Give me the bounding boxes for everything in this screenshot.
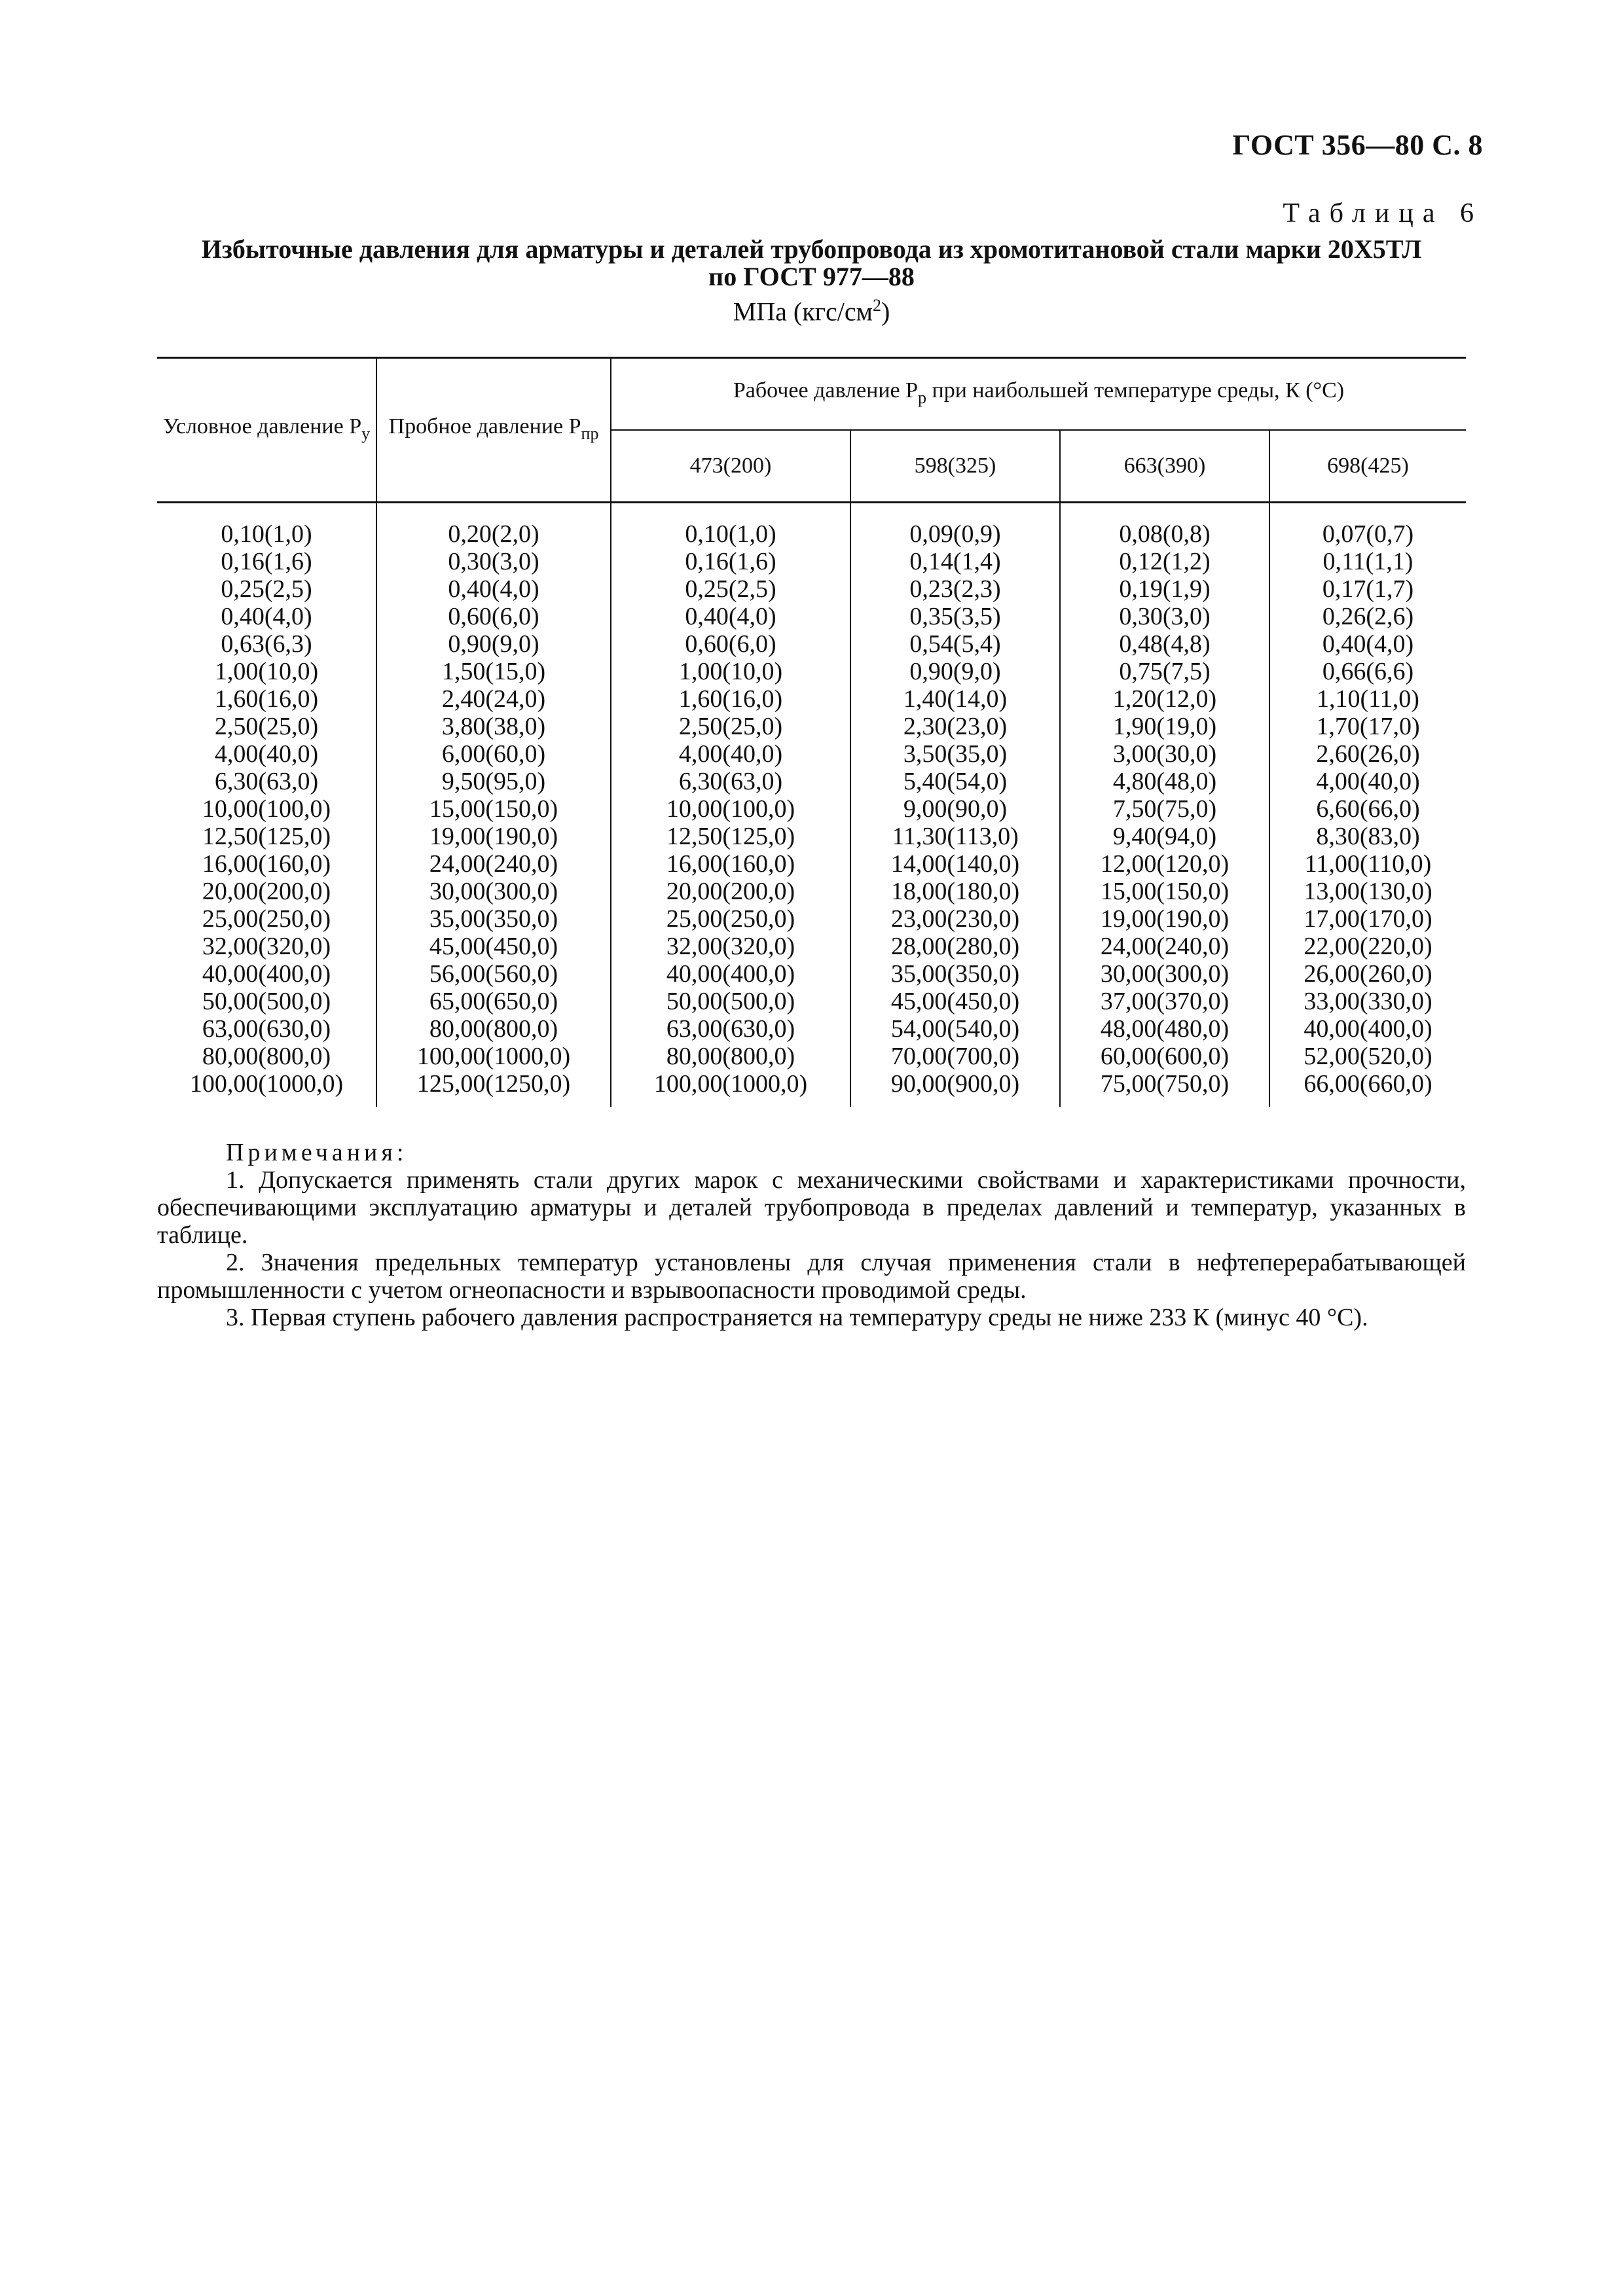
units-label	[157, 296, 1466, 327]
table-cell: 6,60(66,0)	[1269, 795, 1466, 823]
table-cell: 35,00(350,0)	[376, 905, 611, 933]
table-cell: 0,16(1,6)	[611, 548, 850, 575]
table-cell: 0,25(2,5)	[221, 575, 312, 603]
table-row	[157, 548, 1466, 575]
table-cell: 0,75(7,5)	[1060, 658, 1269, 685]
table-cell: 45,00(450,0)	[376, 933, 611, 960]
table-cell: 8,30(83,0)	[1269, 823, 1466, 850]
table-cell: 15,00(150,0)	[1060, 878, 1269, 905]
table-cell: 0,54(5,4)	[850, 630, 1060, 658]
table-row	[157, 795, 1466, 823]
table-cell: 11,30(113,0)	[850, 823, 1060, 850]
table-cell: 35,00(350,0)	[850, 960, 1060, 988]
pressure-table	[157, 357, 1466, 1107]
table-cell: 0,12(1,2)	[1060, 548, 1269, 575]
table-cell: 19,00(190,0)	[1060, 905, 1269, 933]
table-cell: 75,00(750,0)	[1060, 1070, 1269, 1107]
table-cell: 6,00(60,0)	[376, 740, 611, 768]
table-row	[157, 850, 1466, 878]
page-header: ГОСТ 356—80 С. 8	[1232, 129, 1483, 161]
note-item-1: 1. Допускается применять стали других марок с механическими свойствами и характеристиками прочности, обеспечивающими эксплуатацию арматуры и деталей трубопровода в пределах давлений и температур, указанных в таблице.	[157, 1166, 1466, 1249]
table-cell: 0,35(3,5)	[850, 603, 1060, 630]
table-cell: 66,00(660,0)	[1269, 1070, 1466, 1107]
table-cell: 70,00(700,0)	[850, 1043, 1060, 1070]
table-cell: 50,00(500,0)	[202, 988, 331, 1015]
table-cell: 0,10(1,0)	[221, 520, 312, 548]
table-cell: 28,00(280,0)	[850, 933, 1060, 960]
table-row	[157, 1043, 1466, 1070]
table-cell: 0,17(1,7)	[1269, 575, 1466, 603]
table-cell: 63,00(630,0)	[202, 1015, 331, 1043]
table-cell: 25,00(250,0)	[611, 905, 850, 933]
table-cell: 100,00(1000,0)	[376, 1043, 611, 1070]
table-cell: 3,00(30,0)	[1060, 740, 1269, 768]
table-cell: 2,50(25,0)	[611, 713, 850, 740]
table-cell: 45,00(450,0)	[850, 988, 1060, 1015]
table-cell: 1,10(11,0)	[1269, 685, 1466, 713]
table-cell: 9,00(90,0)	[850, 795, 1060, 823]
units-base: МПа (кгс/см	[733, 296, 873, 327]
table-cell: 4,00(40,0)	[1269, 768, 1466, 795]
table-cell: 50,00(500,0)	[611, 988, 850, 1015]
header-row-1	[157, 358, 1466, 431]
table-row	[157, 685, 1466, 713]
table-cell: 6,30(63,0)	[214, 768, 319, 795]
header-nominal-subscript: у	[361, 423, 371, 443]
table-cell: 10,00(100,0)	[202, 795, 331, 823]
table-cell: 5,40(54,0)	[850, 768, 1060, 795]
table-label: Таблица 6	[1283, 198, 1483, 228]
table-cell: 90,00(900,0)	[850, 1070, 1060, 1107]
table-cell: 6,30(63,0)	[611, 768, 850, 795]
table-cell: 80,00(800,0)	[376, 1015, 611, 1043]
table-row	[157, 740, 1466, 768]
notes-heading: Примечания:	[226, 1139, 408, 1166]
table-cell: 0,40(4,0)	[611, 603, 850, 630]
table-cell: 48,00(480,0)	[1060, 1015, 1269, 1043]
table-cell: 33,00(330,0)	[1269, 988, 1466, 1015]
table-cell: 0,19(1,9)	[1060, 575, 1269, 603]
header-temp-2: 598(325)	[850, 430, 1060, 503]
table-cell: 54,00(540,0)	[850, 1015, 1060, 1043]
note-item-2: 2. Значения предельных температур установлены для случая применения стали в нефтеперерабатывающей промышленности с учетом огнеопасности и взрывоопасности проводимой среды.	[157, 1249, 1466, 1304]
table-cell: 16,00(160,0)	[202, 850, 331, 878]
table-cell: 4,00(40,0)	[214, 740, 319, 768]
table-cell: 0,25(2,5)	[611, 575, 850, 603]
table-cell: 1,40(14,0)	[850, 685, 1060, 713]
table-cell: 13,00(130,0)	[1269, 878, 1466, 905]
table-cell: 2,60(26,0)	[1269, 740, 1466, 768]
header-working-pressure-group	[611, 358, 1466, 431]
table-row	[157, 503, 1466, 548]
table-cell: 15,00(150,0)	[376, 795, 611, 823]
table-cell: 2,40(24,0)	[376, 685, 611, 713]
table-cell: 0,26(2,6)	[1269, 603, 1466, 630]
table-cell: 16,00(160,0)	[611, 850, 850, 878]
table-cell: 80,00(800,0)	[202, 1043, 331, 1070]
note-item-3: 3. Первая ступень рабочего давления распространяется на температуру среды не ниже 233 К (минус 40 °С).	[226, 1304, 1368, 1331]
table-cell: 60,00(600,0)	[1060, 1043, 1269, 1070]
table-cell: 9,40(94,0)	[1060, 823, 1269, 850]
table-row	[157, 630, 1466, 658]
header-working-pre: Рабочее давление P	[733, 378, 919, 403]
table-cell: 0,09(0,9)	[850, 503, 1060, 548]
table-cell: 12,50(125,0)	[202, 823, 331, 850]
table-row	[157, 658, 1466, 685]
table-title	[157, 236, 1466, 291]
table-cell: 1,20(12,0)	[1060, 685, 1269, 713]
table-cell: 1,90(19,0)	[1060, 713, 1269, 740]
table-cell: 0,40(4,0)	[221, 603, 312, 630]
table-cell: 125,00(1250,0)	[376, 1070, 611, 1107]
notes-section	[157, 1139, 1466, 1331]
table-row	[157, 933, 1466, 960]
table-cell: 1,60(16,0)	[611, 685, 850, 713]
table-cell: 30,00(300,0)	[376, 878, 611, 905]
table-title-line-1: Избыточные давления для арматуры и деталей трубопровода из хромотитановой стали марки 20Х5ТЛ	[201, 234, 1422, 264]
table-cell: 18,00(180,0)	[850, 878, 1060, 905]
header-nominal-text: Условное давление P	[162, 414, 362, 439]
table-cell: 12,50(125,0)	[611, 823, 850, 850]
units-superscript: 2	[872, 296, 881, 315]
table-cell: 3,50(35,0)	[850, 740, 1060, 768]
table-row	[157, 575, 1466, 603]
table-row	[157, 960, 1466, 988]
table-cell: 30,00(300,0)	[1060, 960, 1269, 988]
table-cell: 0,63(6,3)	[221, 630, 312, 658]
header-test-subscript: пр	[581, 423, 599, 443]
units-close: )	[881, 296, 890, 327]
table-cell: 24,00(240,0)	[376, 850, 611, 878]
table-cell: 0,40(4,0)	[376, 575, 611, 603]
table-cell: 0,14(1,4)	[850, 548, 1060, 575]
table-cell: 2,50(25,0)	[214, 713, 319, 740]
table-cell: 0,11(1,1)	[1269, 548, 1466, 575]
table-cell: 1,50(15,0)	[376, 658, 611, 685]
table-cell: 0,30(3,0)	[376, 548, 611, 575]
table-cell: 0,40(4,0)	[1269, 630, 1466, 658]
table-cell: 20,00(200,0)	[202, 878, 331, 905]
table-cell: 65,00(650,0)	[376, 988, 611, 1015]
table-cell: 0,66(6,6)	[1269, 658, 1466, 685]
table-cell: 2,30(23,0)	[850, 713, 1060, 740]
table-cell: 25,00(250,0)	[202, 905, 331, 933]
table-cell: 100,00(1000,0)	[611, 1070, 850, 1107]
table-cell: 52,00(520,0)	[1269, 1043, 1466, 1070]
header-test-text: Пробное давление P	[388, 414, 581, 439]
table-cell: 3,80(38,0)	[376, 713, 611, 740]
header-test-pressure	[376, 358, 611, 503]
table-cell: 23,00(230,0)	[850, 905, 1060, 933]
table-cell: 1,00(10,0)	[214, 658, 319, 685]
table-row	[157, 713, 1466, 740]
table-row	[157, 878, 1466, 905]
table-cell: 0,60(6,0)	[611, 630, 850, 658]
table-row	[157, 905, 1466, 933]
table-cell: 0,90(9,0)	[376, 630, 611, 658]
table-cell: 9,50(95,0)	[376, 768, 611, 795]
header-working-subscript: р	[918, 387, 927, 407]
table-cell: 10,00(100,0)	[611, 795, 850, 823]
header-working-post: при наибольшей температуре среды, К (°С)	[926, 378, 1345, 403]
table-cell: 24,00(240,0)	[1060, 933, 1269, 960]
table-cell: 0,60(6,0)	[376, 603, 611, 630]
table-cell: 56,00(560,0)	[376, 960, 611, 988]
table-cell: 0,20(2,0)	[376, 503, 611, 548]
table-cell: 40,00(400,0)	[202, 960, 331, 988]
table-cell: 0,48(4,8)	[1060, 630, 1269, 658]
table-cell: 20,00(200,0)	[611, 878, 850, 905]
table-cell: 40,00(400,0)	[1269, 1015, 1466, 1043]
table-row	[157, 768, 1466, 795]
table-cell: 32,00(320,0)	[202, 933, 331, 960]
table-body	[157, 503, 1466, 1107]
table-cell: 0,10(1,0)	[611, 503, 850, 548]
table-cell: 0,16(1,6)	[221, 548, 312, 575]
table-cell: 12,00(120,0)	[1060, 850, 1269, 878]
table-cell: 63,00(630,0)	[611, 1015, 850, 1043]
table-cell: 0,08(0,8)	[1060, 503, 1269, 548]
table-cell: 11,00(110,0)	[1269, 850, 1466, 878]
table-cell: 0,23(2,3)	[850, 575, 1060, 603]
table-cell: 100,00(1000,0)	[189, 1070, 344, 1098]
table-row	[157, 603, 1466, 630]
table-row	[157, 1070, 1466, 1107]
table-cell: 37,00(370,0)	[1060, 988, 1269, 1015]
header-temp-3: 663(390)	[1060, 430, 1269, 503]
table-cell: 1,70(17,0)	[1269, 713, 1466, 740]
header-temp-1: 473(200)	[611, 430, 850, 503]
table-title-line-2: по ГОСТ 977—88	[708, 262, 915, 291]
table-cell: 4,00(40,0)	[611, 740, 850, 768]
table-cell: 0,30(3,0)	[1060, 603, 1269, 630]
header-nominal-pressure	[157, 358, 376, 503]
table-cell: 14,00(140,0)	[850, 850, 1060, 878]
table-row	[157, 823, 1466, 850]
table-cell: 0,07(0,7)	[1269, 503, 1466, 548]
table-cell: 80,00(800,0)	[611, 1043, 850, 1070]
table-row	[157, 1015, 1466, 1043]
table-cell: 17,00(170,0)	[1269, 905, 1466, 933]
table-cell: 22,00(220,0)	[1269, 933, 1466, 960]
table-cell: 0,90(9,0)	[850, 658, 1060, 685]
table-cell: 4,80(48,0)	[1060, 768, 1269, 795]
table-cell: 1,60(16,0)	[214, 685, 319, 713]
table-cell: 1,00(10,0)	[611, 658, 850, 685]
table-header	[157, 358, 1466, 503]
table-cell: 26,00(260,0)	[1269, 960, 1466, 988]
table-cell: 40,00(400,0)	[611, 960, 850, 988]
table-cell: 32,00(320,0)	[611, 933, 850, 960]
table-cell: 19,00(190,0)	[376, 823, 611, 850]
header-temp-4: 698(425)	[1269, 430, 1466, 503]
table-cell: 7,50(75,0)	[1060, 795, 1269, 823]
table-row	[157, 988, 1466, 1015]
